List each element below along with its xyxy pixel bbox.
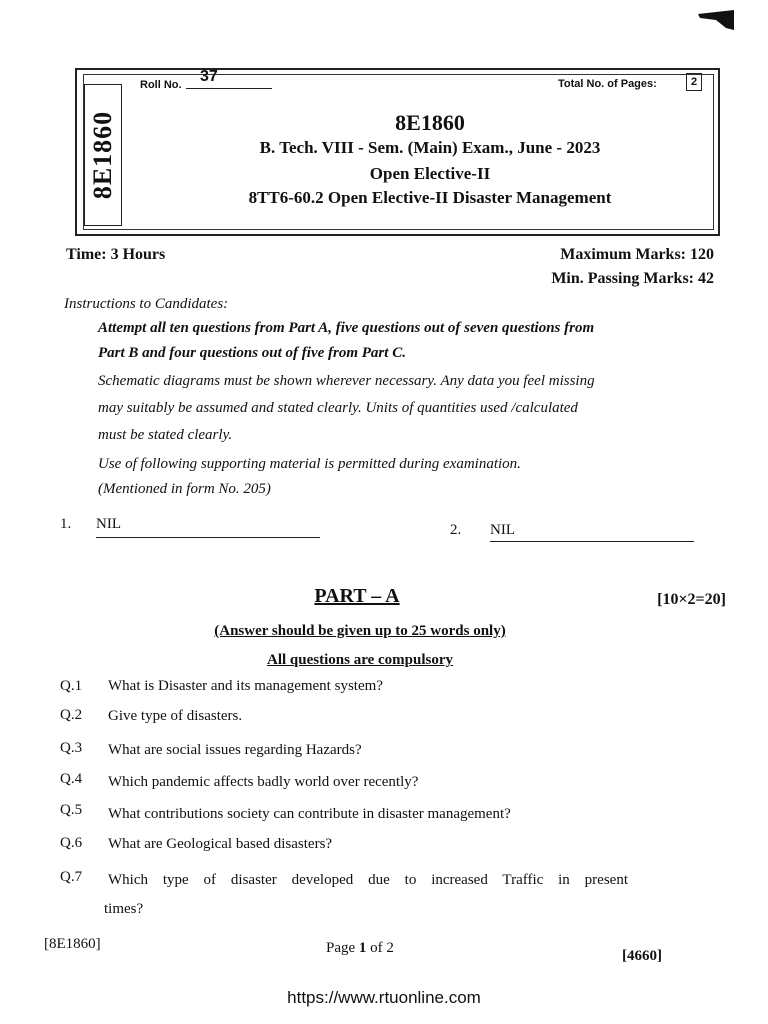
footer-code: [8E1860] (44, 936, 101, 952)
footer-url[interactable]: https://www.rtuonline.com (287, 988, 481, 1007)
instruction-line-6: Use of following supporting material is permitted during examination. (98, 456, 521, 472)
page-indicator: Page 1 of 2 (326, 940, 394, 956)
question-text: What contributions society can contribute in disaster management? (108, 806, 511, 822)
roll-underline (186, 88, 272, 89)
material-value: NIL (490, 522, 515, 538)
material-number: 2. (450, 522, 462, 538)
question-text: What are social issues regarding Hazards? (108, 742, 362, 758)
question-number: Q.6 (60, 835, 83, 851)
part-a-subtitle: (Answer should be given up to 25 words only) (214, 623, 506, 639)
max-marks: Maximum Marks: 120 (560, 246, 714, 263)
instruction-line-2: Part B and four questions out of five from Part C. (98, 345, 406, 361)
question-text: What are Geological based disasters? (108, 836, 333, 852)
question-text: Which pandemic affects badly world over recently? (108, 774, 419, 790)
instruction-line-7: (Mentioned in form No. 205) (98, 481, 271, 497)
question-text-continued: times? (104, 901, 144, 917)
instructions-heading: Instructions to Candidates: (64, 296, 229, 312)
paper-code: 8E1860 (395, 110, 465, 135)
part-a-note: All questions are compulsory (267, 652, 453, 668)
material-value: NIL (96, 516, 121, 532)
side-code-box (84, 84, 122, 226)
total-pages-label: Total No. of Pages: (558, 78, 657, 90)
part-a-title: PART – A (314, 585, 400, 607)
instruction-line-5: must be stated clearly. (98, 427, 233, 443)
instruction-line-4: may suitably be assumed and stated clearly. Units of quantities used /calculated (98, 400, 578, 416)
exam-line: B. Tech. VIII - Sem. (Main) Exam., June - 2023 (259, 138, 601, 157)
question-number: Q.4 (60, 771, 83, 787)
instruction-line-3: Schematic diagrams must be shown wherever necessary. Any data you feel missing (98, 373, 595, 389)
time-allowed: Time: 3 Hours (66, 246, 166, 263)
total-pages-value: 2 (686, 73, 702, 91)
question-number: Q.7 (60, 869, 83, 885)
instruction-line-1: Attempt all ten questions from Part A, five questions out of seven questions from (98, 320, 595, 336)
question-number: Q.3 (60, 740, 83, 756)
material-underline (490, 541, 694, 542)
footer-number: [4660] (622, 948, 662, 964)
question-number: Q.1 (60, 678, 83, 694)
part-a-marks: [10×2=20] (657, 591, 726, 608)
material-number: 1. (60, 516, 72, 532)
question-text: Which type of disaster developed due to increased Traffic in present (108, 872, 628, 888)
question-number: Q.5 (60, 802, 83, 818)
roll-label: Roll No. (140, 79, 182, 91)
roll-value: 37 (200, 68, 218, 85)
elective-line: Open Elective-II (369, 164, 491, 183)
question-text: What is Disaster and its management system? (108, 678, 383, 694)
corner-mark-icon (696, 8, 736, 32)
material-underline (96, 537, 320, 538)
question-text: Give type of disasters. (108, 708, 243, 724)
subject-line: 8TT6-60.2 Open Elective-II Disaster Management (248, 188, 612, 207)
side-code: 8E1860 (88, 110, 117, 200)
question-number: Q.2 (60, 707, 83, 723)
min-passing-marks: Min. Passing Marks: 42 (551, 270, 714, 287)
